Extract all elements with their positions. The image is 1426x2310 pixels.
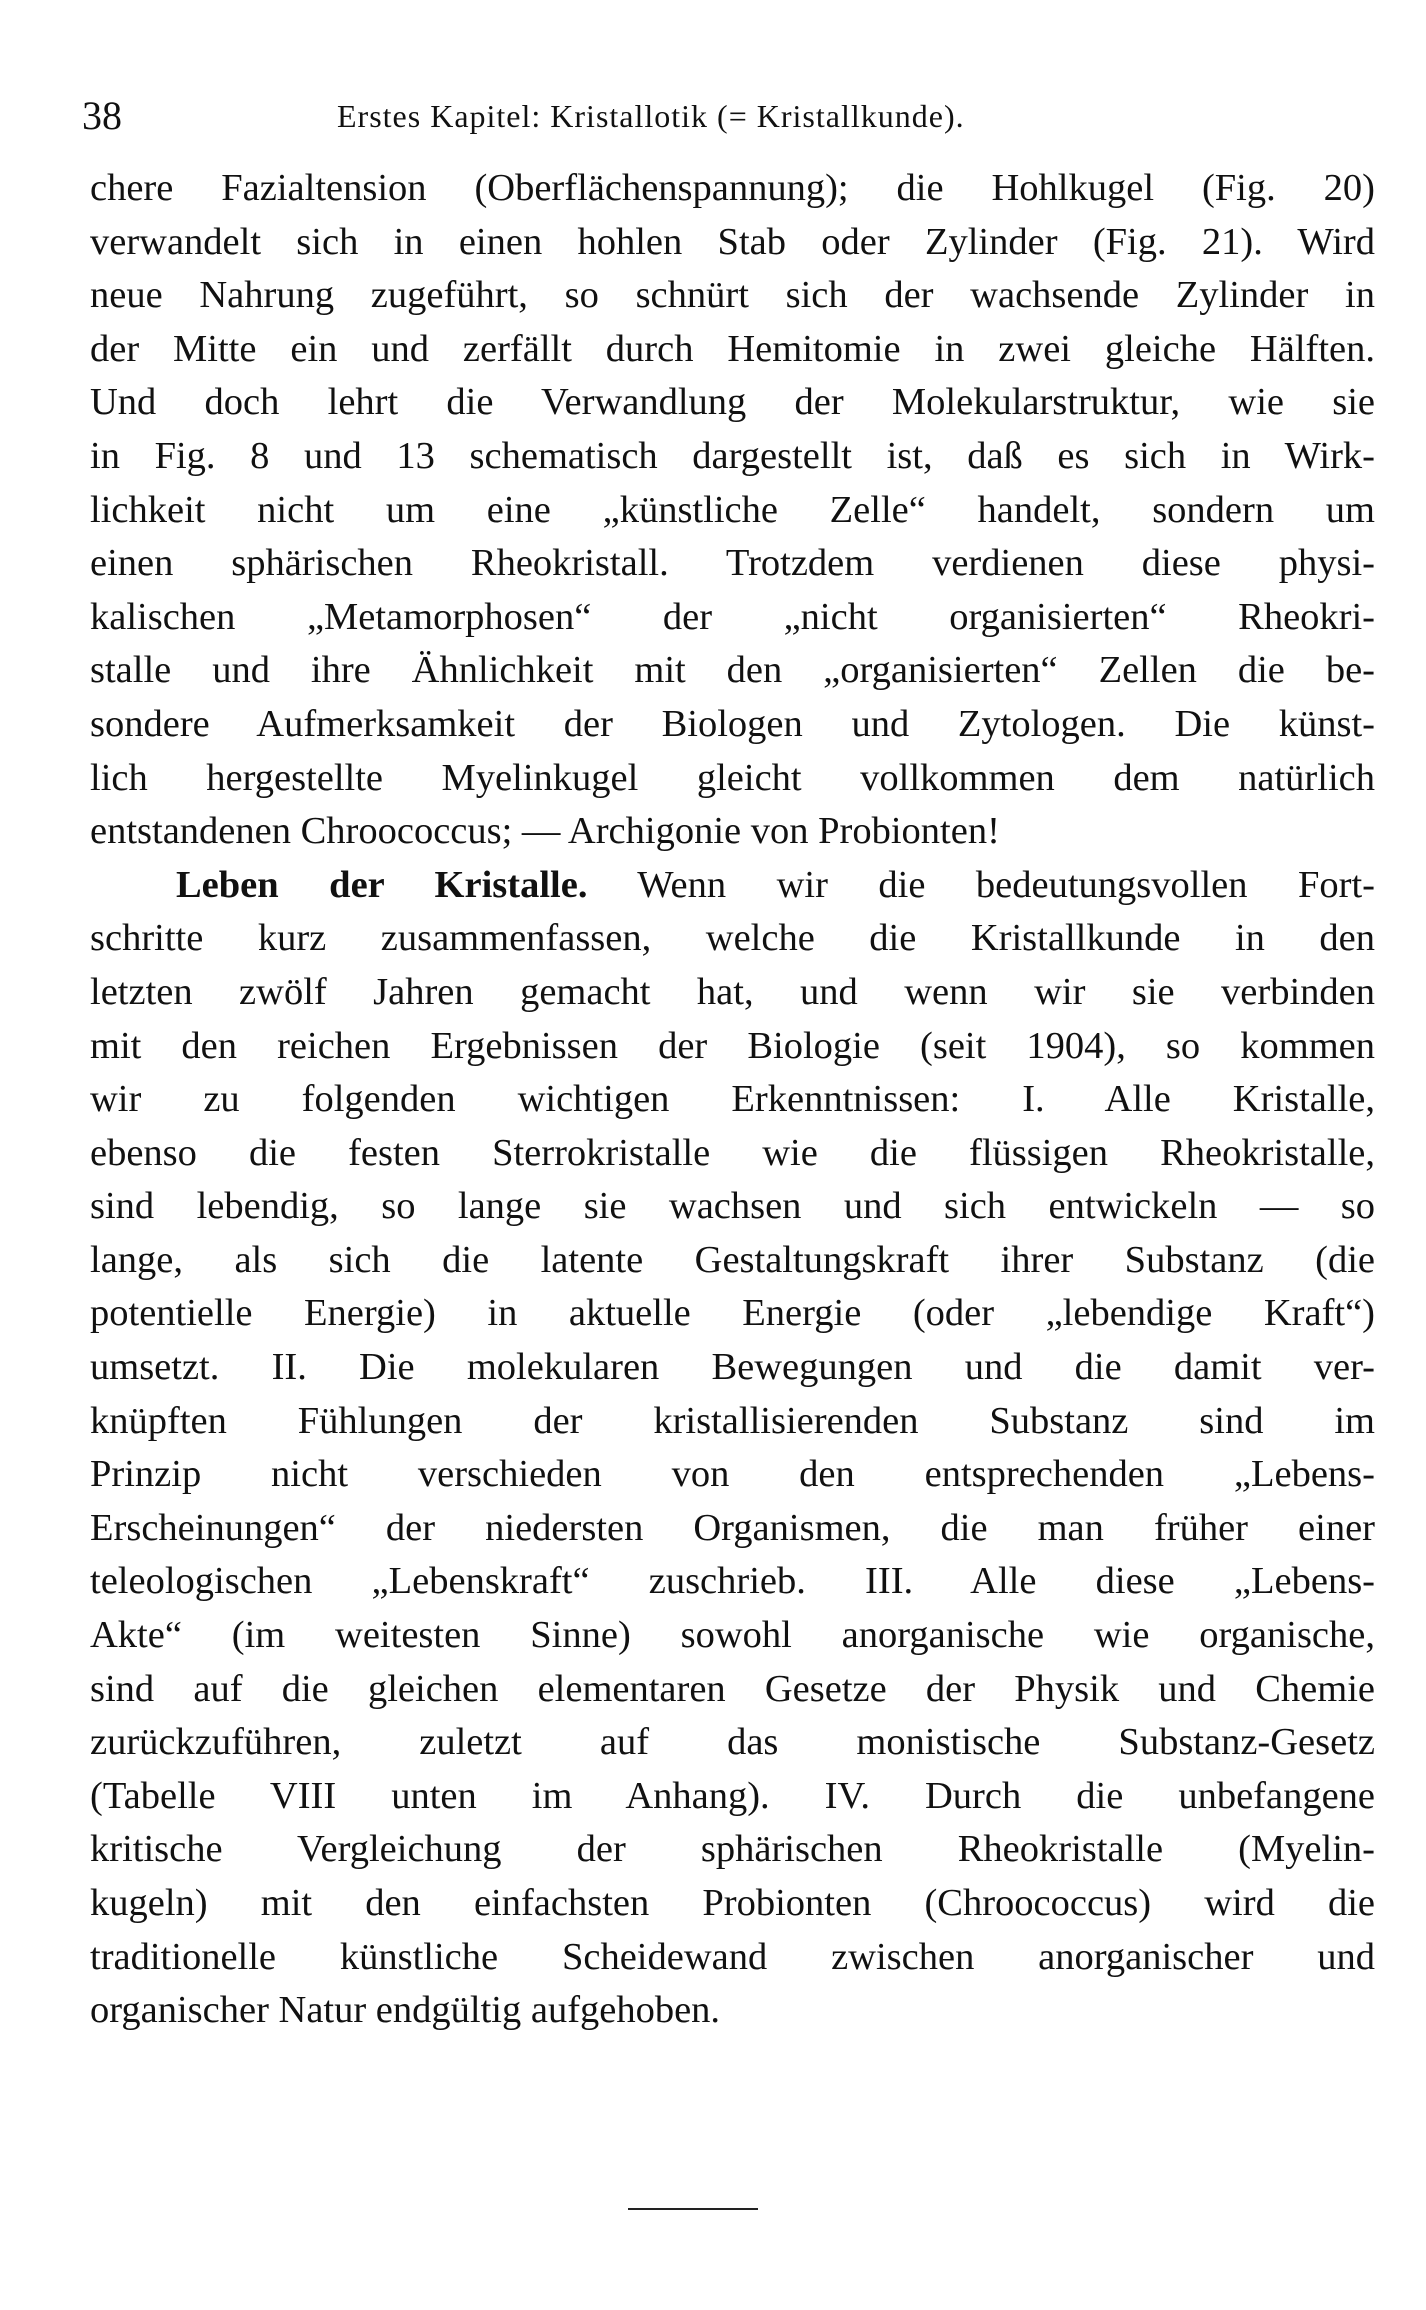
text-line: stalle und ihre Ähnlichkeit mit den „organisierten“ Zellen die be- — [90, 649, 1375, 692]
text-line: entstandenen Chroococcus; — Archigonie von Probionten! — [90, 810, 1000, 853]
running-head: Erstes Kapitel: Kristallotik (= Kristallkunde). — [337, 98, 965, 134]
text-line: einen sphärischen Rheokristall. Trotzdem verdienen diese physi- — [90, 542, 1375, 585]
text-line: sind auf die gleichen elementaren Gesetze der Physik und Chemie — [90, 1667, 1375, 1710]
text-line: wir zu folgenden wichtigen Erkenntnissen: I. Alle Kristalle, — [90, 1078, 1375, 1121]
text-line: lich hergestellte Myelinkugel gleicht vollkommen dem natürlich — [90, 756, 1375, 799]
text-line: verwandelt sich in einen hohlen Stab oder Zylinder (Fig. 21). Wird — [90, 220, 1375, 263]
text-line: zurückzuführen, zuletzt auf das monistische Substanz-Gesetz — [90, 1721, 1375, 1764]
text-line: letzten zwölf Jahren gemacht hat, und wenn wir sie verbinden — [90, 970, 1375, 1013]
text-line: der Mitte ein und zerfällt durch Hemitomie in zwei gleiche Hälften. — [90, 327, 1375, 370]
text-line: (Tabelle VIII unten im Anhang). IV. Durch die unbefangene — [90, 1774, 1375, 1817]
section-first-line — [90, 859, 1375, 913]
text-line: kritische Vergleichung der sphärischen Rheokristalle (Myelin- — [90, 1828, 1375, 1871]
text-line: potentielle Energie) in aktuelle Energie (oder „lebendige Kraft“) — [90, 1292, 1375, 1335]
text-line: traditionelle künstliche Scheidewand zwischen anorganischer und — [90, 1935, 1375, 1978]
text-line: Und doch lehrt die Verwandlung der Molekularstruktur, wie sie — [90, 381, 1375, 424]
text-line: umsetzt. II. Die molekularen Bewegungen und die damit ver- — [90, 1346, 1375, 1389]
text-line: in Fig. 8 und 13 schematisch dargestellt ist, daß es sich in Wirk- — [90, 434, 1375, 477]
text-line: lange, als sich die latente Gestaltungskraft ihrer Substanz (die — [90, 1238, 1375, 1281]
text-line: organischer Natur endgültig aufgehoben. — [90, 1989, 721, 2032]
text-line: kalischen „Metamorphosen“ der „nicht organisierten“ Rheokri- — [90, 595, 1375, 638]
text-line: knüpften Fühlungen der kristallisierenden Substanz sind im — [90, 1399, 1375, 1442]
section-heading: Leben der Kristalle. — [176, 863, 588, 906]
footer-rule — [628, 2208, 758, 2210]
text-line: teleologischen „Lebenskraft“ zuschrieb. III. Alle diese „Lebens- — [90, 1560, 1375, 1603]
section-first-line-text: Wenn wir die bedeutungsvollen Fort- — [637, 863, 1375, 906]
text-line: Akte“ (im weitesten Sinne) sowohl anorganische wie organische, — [90, 1614, 1375, 1657]
body-text — [90, 162, 1375, 2038]
text-line: lichkeit nicht um eine „künstliche Zelle“ handelt, sondern um — [90, 488, 1375, 531]
text-line: schritte kurz zusammenfassen, welche die Kristallkunde in den — [90, 917, 1375, 960]
text-line: chere Fazialtension (Oberflächenspannung); die Hohlkugel (Fig. 20) — [90, 167, 1375, 209]
page-header — [82, 86, 1132, 146]
text-line: kugeln) mit den einfachsten Probionten (Chroococcus) wird die — [90, 1882, 1375, 1924]
text-line: mit den reichen Ergebnissen der Biologie (seit 1904), so kommen — [90, 1024, 1375, 1067]
text-line: Prinzip nicht verschieden von den entsprechenden „Lebens- — [90, 1453, 1375, 1496]
text-line: sind lebendig, so lange sie wachsen und sich entwickeln — so — [90, 1185, 1375, 1228]
text-line: ebenso die festen Sterrokristalle wie die flüssigen Rheokristalle, — [90, 1131, 1375, 1174]
text-line: Erscheinungen“ der niedersten Organismen, die man früher einer — [90, 1506, 1375, 1549]
text-line: sondere Aufmerksamkeit der Biologen und Zytologen. Die künst- — [90, 702, 1375, 745]
text-line: neue Nahrung zugeführt, so schnürt sich der wachsende Zylinder in — [90, 274, 1375, 317]
page-number: 38 — [82, 93, 122, 138]
